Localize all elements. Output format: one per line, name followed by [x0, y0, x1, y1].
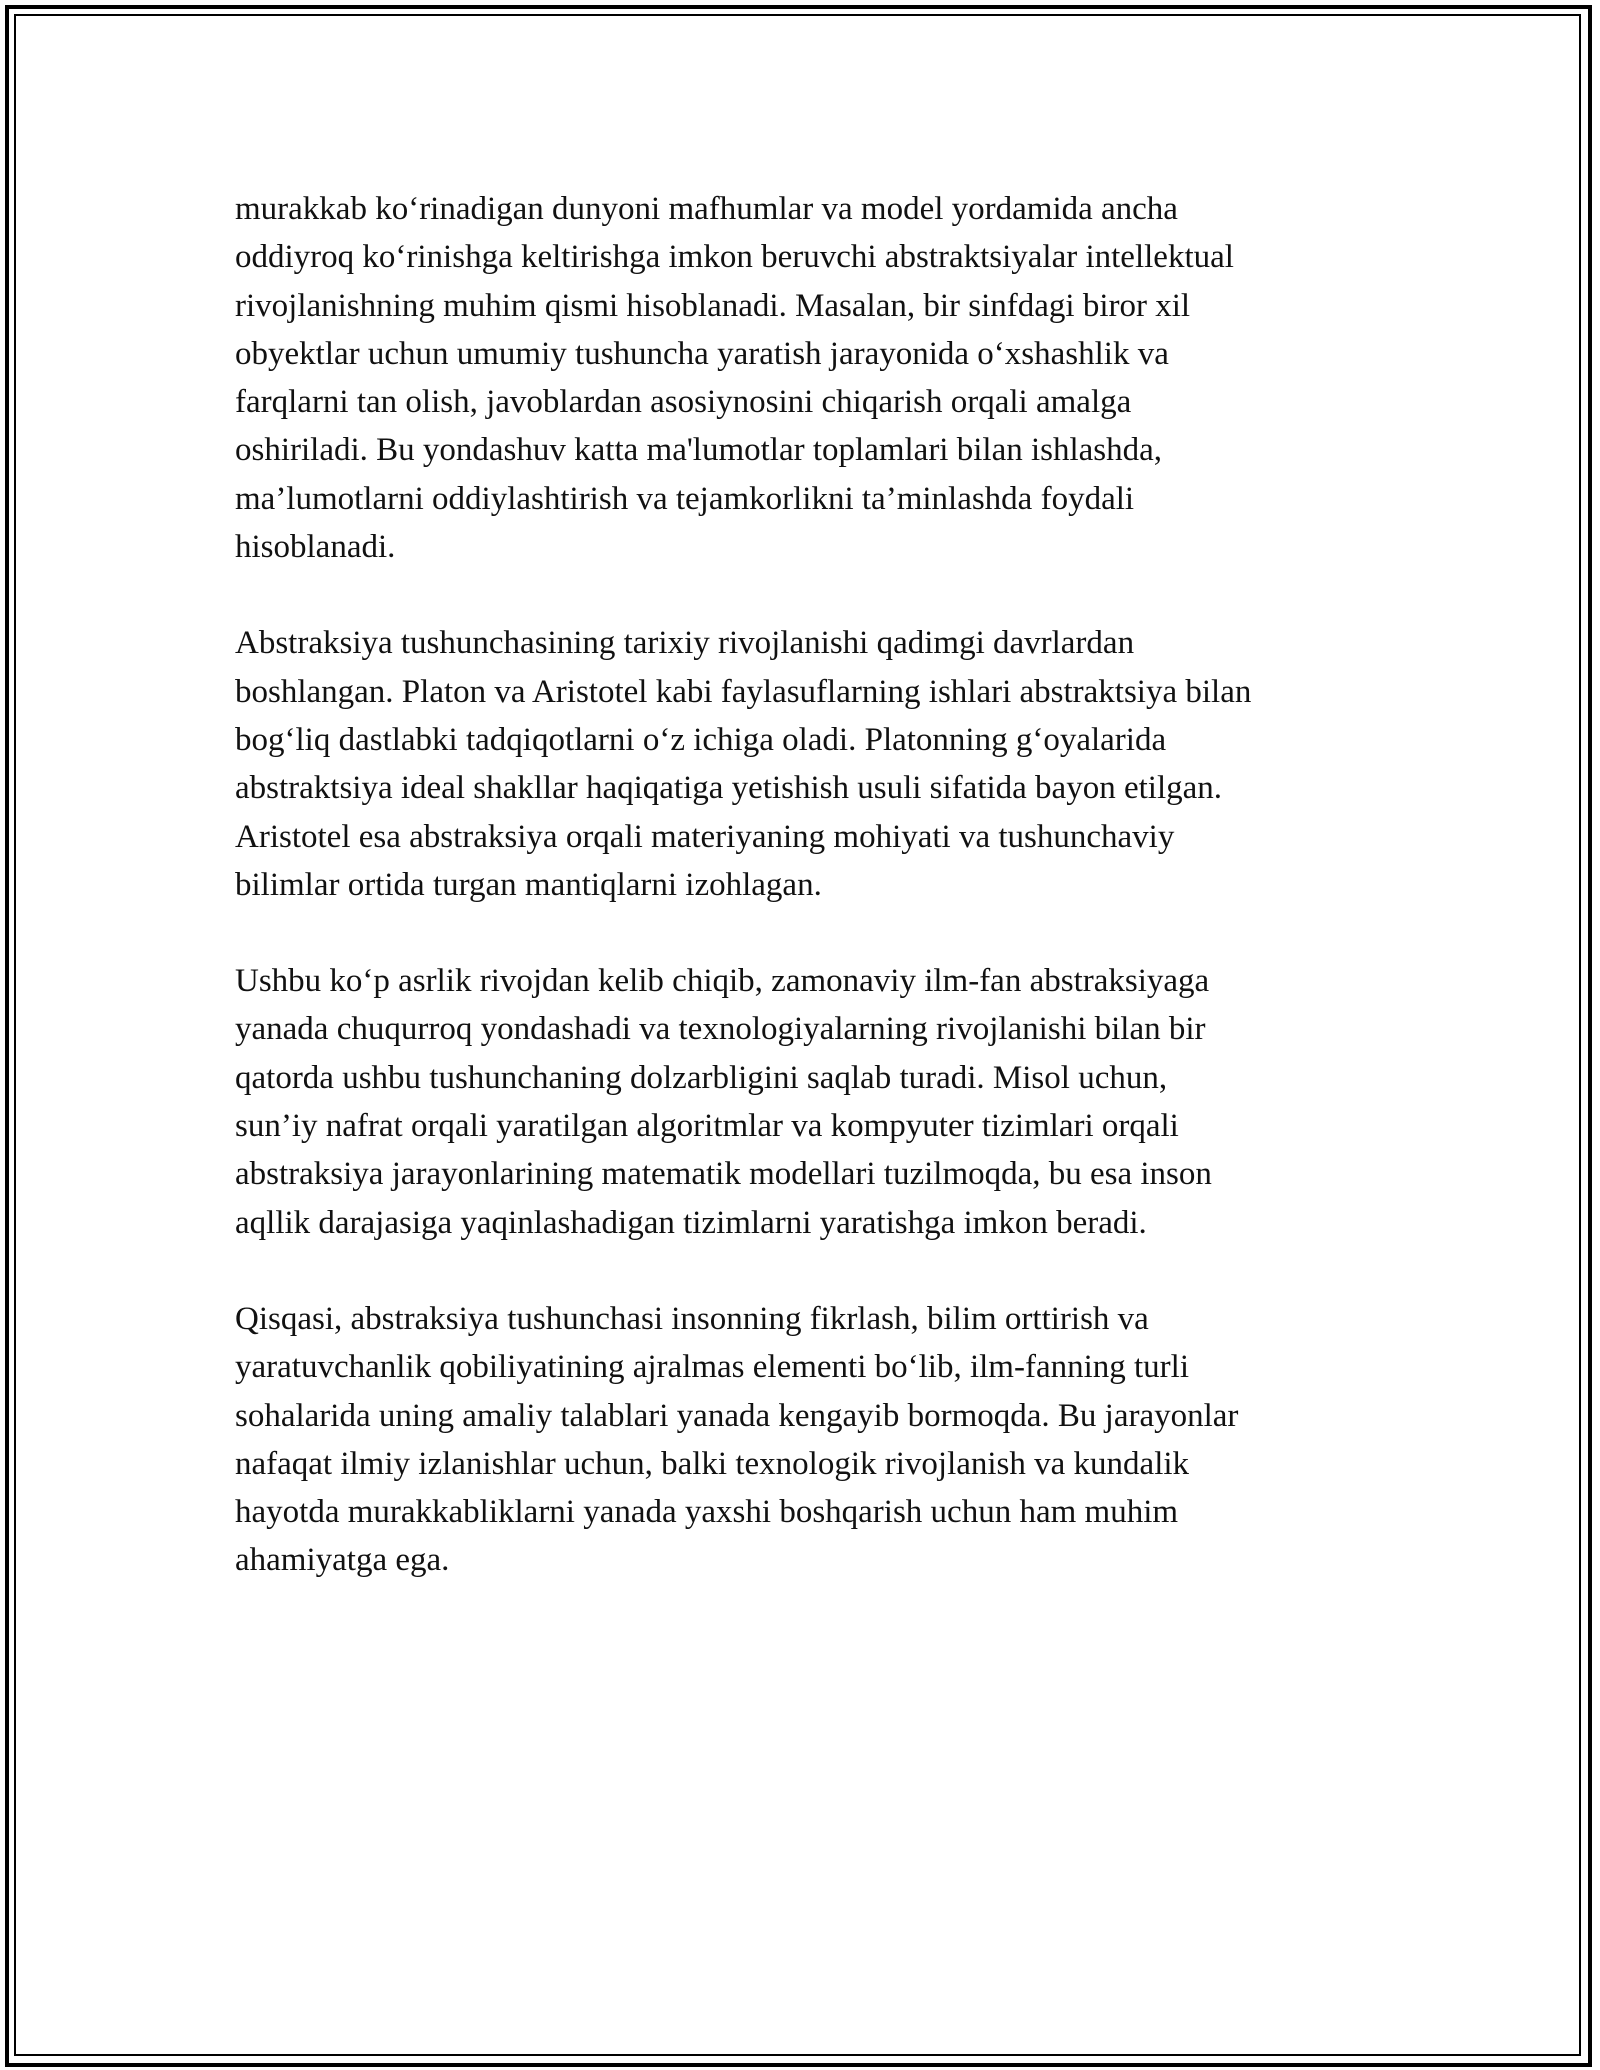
- text-line: qatorda ushbu tushunchaning dolzarbligini saqlab turadi. Misol uchun,: [235, 1059, 1168, 1096]
- paragraph-1: [235, 185, 1385, 571]
- text-line: rivojlanishning muhim qismi hisoblanadi. Masalan, bir sinfdagi biror xil: [235, 287, 1191, 324]
- text-line: Ushbu ko‘p asrlik rivojdan kelib chiqib, zamonaviy ilm-fan abstraksiyaga: [235, 963, 1210, 1000]
- text-line: ahamiyatga ega.: [235, 1542, 450, 1579]
- text-line: farqlarni tan olish, javoblardan asosiynosini chiqarish orqali amalga: [235, 384, 1132, 421]
- text-line: hisoblanadi.: [235, 529, 396, 566]
- paragraph-4: [235, 1295, 1385, 1585]
- text-line: hayotda murakkabliklarni yanada yaxshi boshqarish uchun ham muhim: [235, 1494, 1179, 1531]
- text-line: abstraktsiya ideal shakllar haqiqatiga yetishish usuli sifatida bayon etilgan.: [235, 770, 1223, 807]
- paragraph-2: [235, 619, 1385, 909]
- text-line: bog‘liq dastlabki tadqiqotlarni o‘z ichiga oladi. Platonning g‘oyalarida: [235, 721, 1167, 758]
- text-line: sohalarida uning amaliy talablari yanada kengayib bormoqda. Bu jarayonlar: [235, 1397, 1239, 1434]
- text-line: Qisqasi, abstraksiya tushunchasi insonning fikrlash, bilim orttirish va: [235, 1300, 1149, 1337]
- text-line: oshiriladi. Bu yondashuv katta ma'lumotlar toplamlari bilan ishlashda,: [235, 432, 1163, 469]
- text-line: aqllik darajasiga yaqinlashadigan tizimlarni yaratishga imkon beradi.: [235, 1204, 1147, 1241]
- text-line: ma’lumotlarni oddiylashtirish va tejamkorlikni ta’minlashda foydali: [235, 480, 1135, 517]
- text-line: yanada chuqurroq yondashadi va texnologiyalarning rivojlanishi bilan bir: [235, 1011, 1206, 1048]
- text-line: Abstraksiya tushunchasining tarixiy rivojlanishi qadimgi davrlardan: [235, 625, 1135, 662]
- text-line: nafaqat ilmiy izlanishlar uchun, balki texnologik rivojlanish va kundalik: [235, 1445, 1190, 1482]
- document-body: [235, 185, 1385, 1633]
- text-line: oddiyroq ko‘rinishga keltirishga imkon beruvchi abstraktsiyalar intellektual: [235, 239, 1234, 276]
- text-line: boshlangan. Platon va Aristotel kabi faylasuflarning ishlari abstraktsiya bilan: [235, 673, 1252, 710]
- text-line: murakkab ko‘rinadigan dunyoni mafhumlar va model yordamida ancha: [235, 191, 1178, 227]
- text-line: abstraksiya jarayonlarining matematik modellari tuzilmoqda, bu esa inson: [235, 1156, 1212, 1193]
- text-line: yaratuvchanlik qobiliyatining ajralmas elementi bo‘lib, ilm-fanning turli: [235, 1349, 1190, 1386]
- paragraph-3: [235, 957, 1385, 1247]
- text-line: Aristotel esa abstraksiya orqali materiyaning mohiyati va tushunchaviy: [235, 818, 1175, 855]
- text-line: bilimlar ortida turgan mantiqlarni izohlagan.: [235, 866, 822, 903]
- text-line: sun’iy nafrat orqali yaratilgan algoritmlar va kompyuter tizimlari orqali: [235, 1108, 1179, 1145]
- text-line: obyektlar uchun umumiy tushuncha yaratish jarayonida o‘xshashlik va: [235, 335, 1169, 372]
